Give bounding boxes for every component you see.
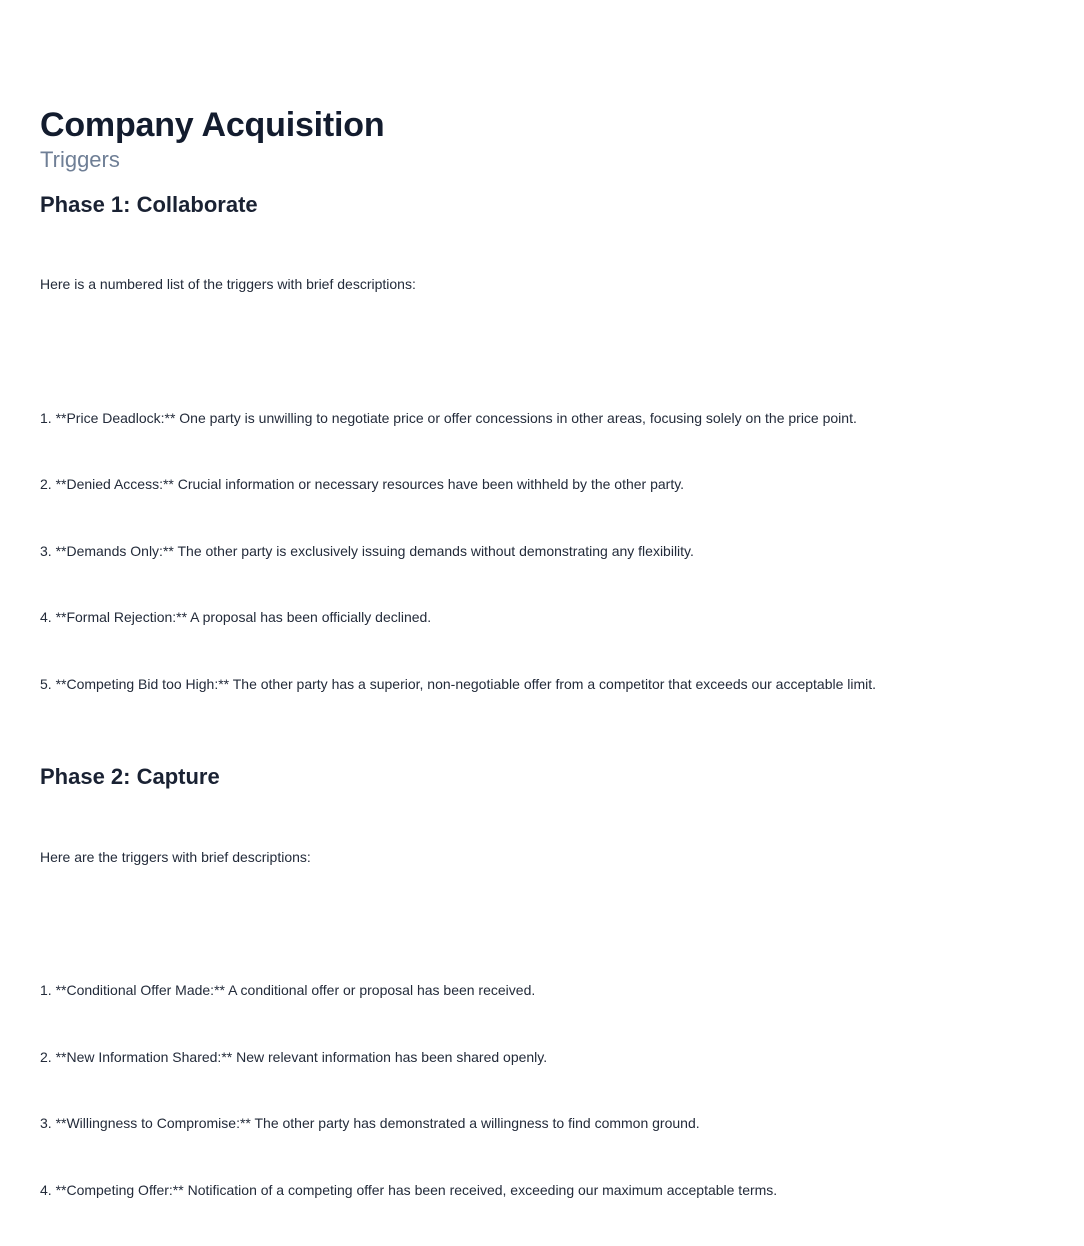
- phase-intro: Here are the triggers with brief descriptions:: [40, 849, 311, 866]
- trigger-item: 2. **Denied Access:** Crucial information or necessary resources have been withheld by the other party.: [40, 476, 685, 493]
- document-page: [40, 104, 1060, 1246]
- trigger-item: 4. **Formal Rejection:** A proposal has been officially declined.: [40, 609, 432, 626]
- spacer: [40, 913, 1060, 935]
- phase-body: [40, 802, 1060, 1246]
- phase-section-collaborate: [40, 191, 1060, 740]
- trigger-item: 2. **New Information Shared:** New relevant information has been shared openly.: [40, 1048, 548, 1065]
- trigger-item: 3. **Willingness to Compromise:** The other party has demonstrated a willingness to find common ground.: [40, 1115, 700, 1132]
- trigger-item: 5. **Competing Bid too High:** The other party has a superior, non-negotiable offer from a competitor that exceeds our acceptable limit.: [40, 676, 877, 693]
- trigger-item: 3. **Demands Only:** The other party is exclusively issuing demands without demonstrating any flexibility.: [40, 542, 694, 559]
- phase-heading: Phase 2: Capture: [40, 763, 220, 789]
- document-subtitle: Triggers: [40, 147, 120, 172]
- phase-body: [40, 229, 1060, 740]
- phase-section-capture: [40, 763, 1060, 1246]
- document-title: Company Acquisition: [40, 106, 385, 144]
- phase-heading: Phase 1: Collaborate: [40, 192, 258, 217]
- phase-intro: Here is a numbered list of the triggers with brief descriptions:: [40, 276, 416, 293]
- spacer: [40, 340, 1060, 362]
- trigger-item: 4. **Competing Offer:** Notification of a competing offer has been received, exceeding our maximum acceptable terms.: [40, 1182, 778, 1199]
- trigger-item: 1. **Conditional Offer Made:** A conditional offer or proposal has been received.: [40, 982, 536, 999]
- trigger-item: 1. **Price Deadlock:** One party is unwilling to negotiate price or offer concessions in other areas, focusing solely on the price point.: [40, 409, 857, 426]
